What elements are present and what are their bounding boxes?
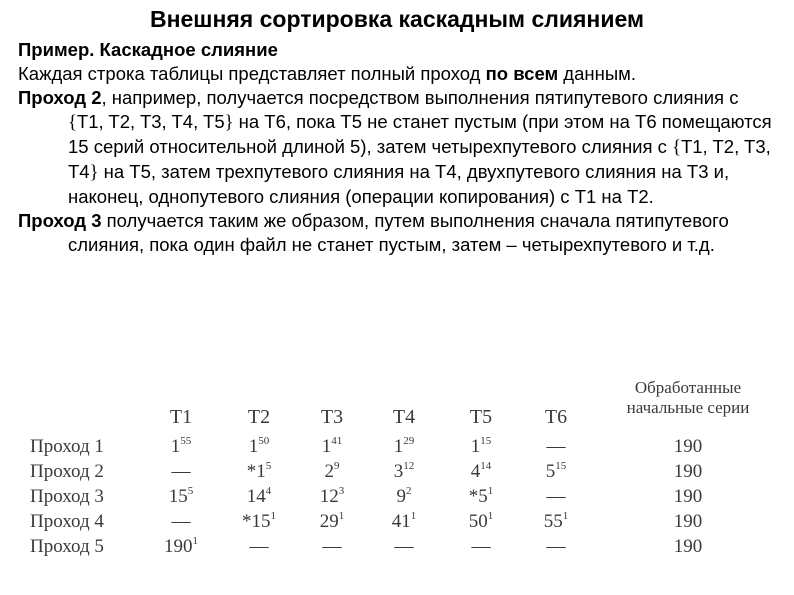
table-cell — [250, 536, 269, 558]
table-cell — [320, 511, 345, 533]
table-cell — [397, 486, 412, 508]
cell-runs: 14 — [246, 486, 266, 507]
cell-runs: 9 — [396, 486, 406, 507]
table-cell — [547, 536, 566, 558]
cell-run-length: 1 — [487, 485, 494, 497]
cell-runs: *15 — [242, 511, 271, 532]
cell-run-length: 12 — [403, 460, 415, 472]
table-cell — [320, 486, 345, 508]
cell-run-length: 1 — [487, 510, 494, 522]
cell-run-length: 3 — [338, 485, 345, 497]
cell-run-length: 1 — [338, 510, 345, 522]
cell-runs: 50 — [468, 511, 488, 532]
p2-brace-close: } — [224, 113, 234, 133]
cell-runs: 1 — [321, 436, 332, 457]
table-cell — [171, 436, 192, 458]
processed-header-line: Обработанные — [634, 378, 742, 397]
table-cell — [325, 461, 340, 483]
table-cell — [247, 486, 272, 508]
cell-runs: — — [546, 486, 566, 507]
table-cell — [394, 436, 415, 458]
table-cell — [323, 536, 342, 558]
cell-runs: — — [171, 511, 191, 532]
cell-runs: 41 — [391, 511, 411, 532]
p1-text-b: данным. — [558, 63, 636, 84]
p3-text-a: получается таким же образом, путем выполнения сначала пятипутевого слияния, пока один файл не станет пустым, затем – четырехпутевого и т.д. — [68, 210, 729, 255]
cell-run-length: 15 — [480, 435, 492, 447]
table-cell — [472, 536, 491, 558]
table-cell — [392, 511, 417, 533]
cell-runs: 1 — [470, 436, 481, 457]
p1-bold-a: по всем — [485, 63, 559, 84]
table-cell — [471, 461, 492, 483]
processed-count: 190 — [673, 511, 703, 532]
cell-runs: *1 — [246, 461, 266, 482]
cell-runs: 1 — [393, 436, 404, 457]
p2-brace-open-2: { — [672, 138, 681, 158]
p2-bold-a: Проход 2 — [18, 87, 102, 108]
table-cell — [322, 436, 343, 458]
table-cell — [469, 511, 494, 533]
cell-runs: 4 — [470, 461, 481, 482]
row-label-pass-3: Проход 3 — [30, 486, 104, 507]
column-header-t2: T2 — [247, 406, 271, 428]
column-header-t5: T5 — [469, 406, 493, 428]
cell-runs: — — [546, 536, 566, 557]
cell-runs: 3 — [393, 461, 404, 482]
table-cell — [242, 511, 276, 533]
merge-passes-table — [30, 380, 770, 585]
processed-count: 190 — [673, 536, 703, 557]
p2-brace-close-2: } — [89, 163, 99, 183]
table-cell — [172, 511, 191, 533]
cell-run-length: 9 — [334, 460, 340, 472]
table-cell — [394, 461, 415, 483]
cell-runs: 190 — [164, 536, 193, 557]
cell-run-length: 4 — [265, 485, 272, 497]
body-text — [18, 38, 778, 257]
column-header-t1: T1 — [169, 406, 193, 428]
p2-text-e: на T5, затем трехпутевого слияния на T4, двухпутевого слияния на T3 и, наконец, однопутевого слияния (операции копирования) с T1 на T2. — [68, 161, 730, 207]
cell-run-length: 41 — [331, 435, 343, 447]
table-cell — [471, 436, 492, 458]
cell-run-length: 14 — [480, 460, 492, 472]
cell-run-length: 1 — [192, 535, 198, 547]
table-cell — [247, 461, 272, 483]
cell-run-length: 5 — [187, 485, 194, 497]
table-cell — [249, 436, 270, 458]
cell-run-length: 29 — [403, 435, 415, 447]
processed-count: 190 — [673, 461, 703, 482]
table-cell — [172, 461, 191, 483]
column-header-t6: T6 — [544, 406, 568, 428]
cell-run-length: 1 — [410, 510, 417, 522]
row-label-pass-2: Проход 2 — [30, 461, 104, 482]
cell-run-length: 1 — [562, 510, 569, 522]
p2-text-b: T1, T2, T3, T4, T5 — [76, 111, 225, 132]
cell-runs: *5 — [468, 486, 488, 507]
row-label-pass-4: Проход 4 — [30, 511, 104, 532]
cell-runs: 1 — [170, 436, 181, 457]
row-label-pass-5: Проход 5 — [30, 536, 104, 557]
table-cell — [547, 486, 566, 508]
table-cell — [546, 461, 567, 483]
p2-text-d: T1, T2, T3, T4 — [68, 136, 771, 182]
cell-runs: — — [322, 536, 342, 557]
p1-text-a: Каждая строка таблицы представляет полный проход — [18, 63, 486, 84]
cell-runs: 29 — [319, 511, 339, 532]
cell-runs: 1 — [248, 436, 259, 457]
cell-runs: — — [471, 536, 491, 557]
cell-run-length: 15 — [555, 460, 567, 472]
p2-text-c: на T6, пока T5 не станет пустым (при этом на T6 помещаются 15 серий относительной длиной 5), затем четырехпутевого слияния с — [68, 111, 772, 157]
column-header-t4: T4 — [392, 406, 416, 428]
column-header-t3: T3 — [320, 406, 344, 428]
table-cell — [469, 486, 494, 508]
row-label-pass-1: Проход 1 — [30, 436, 104, 457]
table-cell — [164, 536, 198, 558]
table-cell — [395, 536, 414, 558]
table-cell — [547, 436, 566, 458]
paragraph-pass-2 — [18, 86, 778, 209]
cell-runs: — — [394, 536, 414, 557]
cell-runs: — — [171, 461, 191, 482]
cell-run-length: 50 — [258, 435, 270, 447]
cell-runs: 5 — [545, 461, 556, 482]
cell-run-length: 5 — [265, 460, 272, 472]
p3-bold-a: Проход 3 — [18, 210, 102, 231]
cell-runs: 2 — [324, 461, 334, 482]
table-cell — [544, 511, 569, 533]
example-heading: Пример. Каскадное слияние — [18, 39, 278, 60]
cell-run-length: 2 — [406, 485, 412, 497]
processed-count: 190 — [673, 436, 703, 457]
column-header-processed — [627, 378, 750, 418]
paragraph-pass-3 — [18, 209, 778, 257]
cell-runs: 15 — [168, 486, 188, 507]
cell-run-length: 55 — [180, 435, 192, 447]
p2-text-a: , например, получается посредством выполнения пятипутевого слияния с — [101, 87, 739, 108]
table-cell — [169, 486, 194, 508]
cell-runs: 12 — [319, 486, 339, 507]
cell-run-length: 1 — [270, 510, 276, 522]
cell-runs: — — [546, 436, 566, 457]
paragraph-row-meaning — [18, 62, 778, 86]
processed-header-line: начальные серии — [626, 398, 750, 417]
cell-runs: 55 — [543, 511, 563, 532]
p2-brace-open: { — [68, 113, 77, 133]
cell-runs: — — [249, 536, 269, 557]
slide-title: Внешняя сортировка каскадным слиянием — [150, 6, 644, 32]
processed-count: 190 — [673, 486, 703, 507]
